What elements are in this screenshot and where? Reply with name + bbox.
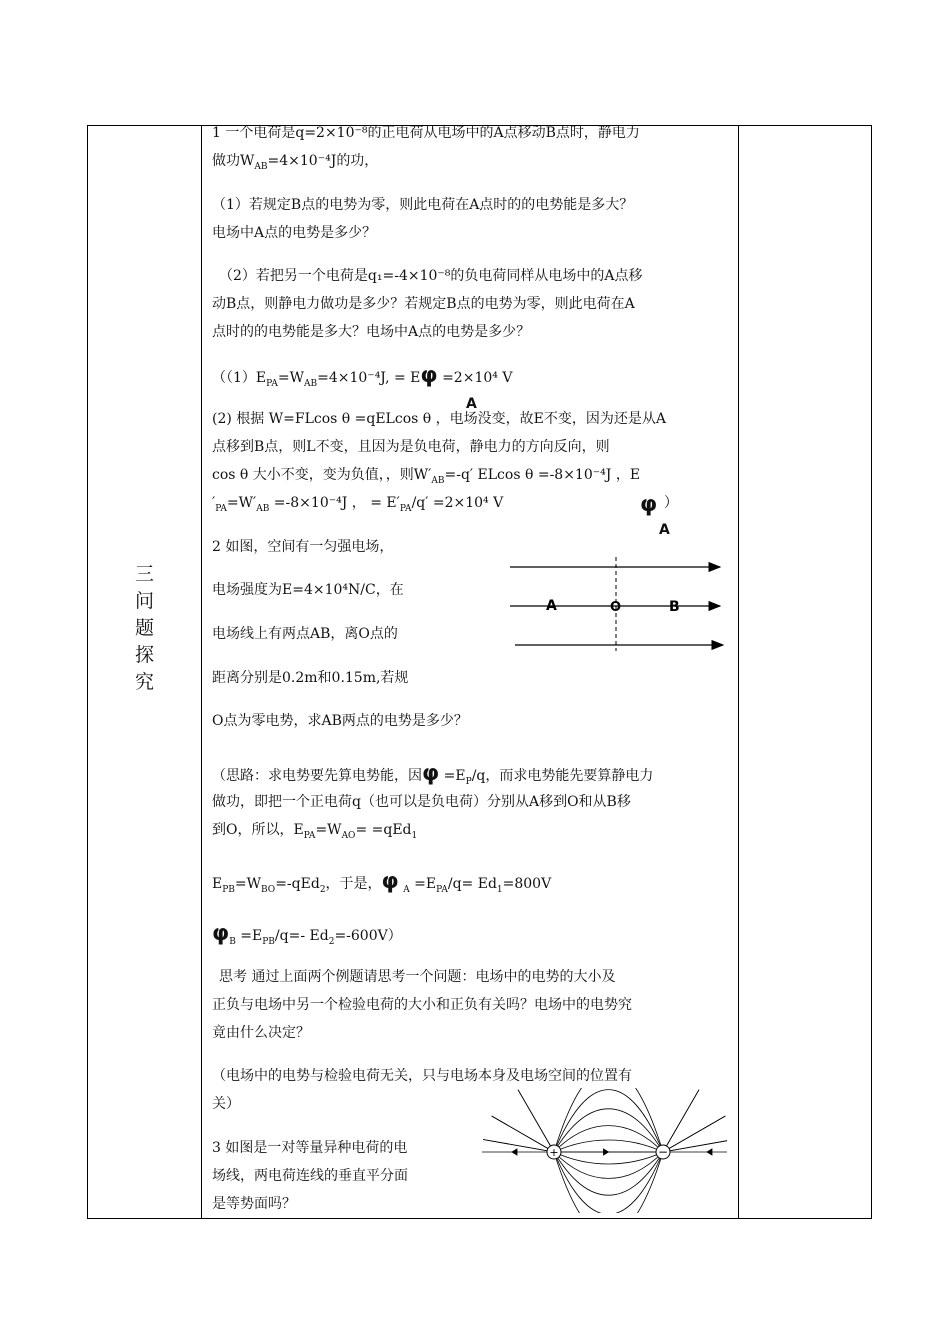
- q2-line-5: O点为零电势，求AB两点的电势是多少？: [212, 713, 468, 729]
- field-line: [554, 1152, 663, 1213]
- dipole-field-diagram: [482, 1088, 727, 1213]
- think-answer-line-1: （电场中的电势与检验电荷无关，只与电场本身及电场空间的位置有: [212, 1068, 632, 1084]
- q2-hint-line-4: $E_{PB}=W_{BO}=-qEd_2$，于是，φ $_A =E_{PA}/q= Ed_1=800V$: [212, 869, 552, 895]
- field-line: [554, 1152, 663, 1164]
- q3-line-2: 场线，两电荷连线的垂直平分面: [212, 1168, 408, 1184]
- q2-hint-line-2: 做功，即把一个正电荷q（也可以是负电荷）分别从A移到O和从B移: [212, 794, 631, 810]
- think-line-3: 竟由什么决定？: [212, 1025, 310, 1041]
- q1-part1-line-2: 电场中A点的电势是多少？: [212, 225, 377, 241]
- phi-symbol: φ: [381, 869, 399, 894]
- column-divider: [201, 126, 202, 1218]
- q1-answer-2-line-3: cos θ 大小不变，变为负值，，则$W'_{AB}=-q'$ ELcos θ =-8×10⁻⁴J ，E: [212, 467, 641, 486]
- field-line: [554, 1090, 663, 1152]
- point-o-label: O: [610, 600, 622, 615]
- q1-line-2: 做功$W_{AB}=4\times 10^{-4}J$的功，: [212, 153, 379, 172]
- q1-part2-line-3: 点时的的电势能是多大？电场中A点的电势是多少？: [212, 324, 531, 340]
- section-char: 究: [134, 671, 154, 693]
- section-char: 问: [134, 590, 154, 612]
- column-divider: [738, 126, 739, 1218]
- q2-line-3: 电场线上有两点AB，离O点的: [212, 626, 398, 642]
- q1-line-1: 1 一个电荷是q=2×10⁻⁸的正电荷从电场中的A点移动B点时，静电力: [212, 125, 640, 141]
- field-line: [554, 1152, 663, 1213]
- field-line: [663, 1139, 727, 1152]
- q2-line-1: 2 如图，空间有一匀强电场，: [212, 539, 394, 555]
- phi-subscript-label: A: [466, 396, 477, 412]
- q2-line-4: 距离分别是0.2m和0.15m,若规: [212, 670, 409, 686]
- think-line-2: 正负与电场中另一个检验电荷的大小和正负有关吗？电场中的电势究: [212, 997, 632, 1013]
- uniform-field-diagram: [505, 555, 730, 655]
- point-a-label: A: [546, 598, 557, 614]
- field-arrow: [604, 1149, 609, 1155]
- point-b-label: B: [669, 599, 680, 615]
- phi-symbol: φ: [640, 492, 658, 517]
- q1-answer-1: （$(1)E_{PA}=W_{AB}=4\times 10^{-4}J$, = Eφ =2×10⁴ V: [212, 363, 513, 389]
- q1-part2-line-2: 动B点，则静电力做功是多少？若规定B点的电势为零，则此电荷在A: [212, 296, 635, 312]
- section-char: 三: [134, 563, 154, 585]
- q1-part1-line-1: （1）若规定B点的电势为零，则此电荷在A点时的的电势能是多大？: [212, 197, 634, 213]
- section-label: [88, 561, 201, 696]
- field-line: [518, 1090, 554, 1152]
- q3-line-1: 3 如图是一对等量异种电荷的电: [212, 1140, 408, 1156]
- negative-charge-sign: −: [657, 1145, 669, 1159]
- q2-line-2: 电场强度为E=4×10⁴N/C，在: [212, 582, 404, 598]
- think-line-1: 思考 通过上面两个例题请思考一个问题：电场中的电势的大小及: [219, 969, 616, 985]
- phi-symbol: φ: [212, 921, 230, 946]
- section-char: 题: [134, 617, 154, 639]
- q2-hint-line-1: （思路：求电势要先算电势能，因$\varphi =E_P/q$，而求电势能先要算静电力: [212, 761, 654, 787]
- field-arrow: [512, 1149, 517, 1155]
- section-char: 探: [134, 644, 154, 666]
- q2-hint-line-5: $\varphi_B =E_{PB}/q=-$ $Ed_2=-600V$）: [212, 921, 402, 947]
- q1-answer-2-line-2: 点移到B点，则L不变，且因为是负电荷，静电力的方向反向，则: [212, 439, 610, 455]
- q1-answer-2-line-4: $'_{PA}=W'_{AB} =-8\times 10^{-4}J$ ， = $E'_{PA}/q' =2\times 10^4$ V: [212, 495, 504, 514]
- field-line: [554, 1088, 663, 1152]
- phi-symbol: φ: [422, 761, 440, 786]
- q2-hint-line-3: 到O，所以，$E_{PA}=W_{AO}= =qEd_1$: [212, 822, 418, 841]
- field-line: [554, 1140, 663, 1152]
- positive-charge-sign: +: [549, 1146, 559, 1159]
- q1-part2-line-1: （2）若把另一个电荷是q₁=-4×10⁻⁸的负电荷同样从电场中的A点移: [219, 268, 643, 284]
- q1-answer-close: ）: [664, 495, 678, 511]
- q1-answer-2-line-1: (2) 根据 W=FLcos θ =qELcos θ ，电场没变，故E不变，因为还是从A: [212, 411, 666, 427]
- field-arrow: [707, 1149, 712, 1155]
- q3-line-3: 是等势面吗？: [212, 1196, 296, 1212]
- phi-subscript-label: A: [659, 522, 670, 538]
- field-line: [663, 1090, 699, 1152]
- phi-symbol: φ: [420, 363, 438, 388]
- think-answer-line-2: 关）: [212, 1096, 240, 1112]
